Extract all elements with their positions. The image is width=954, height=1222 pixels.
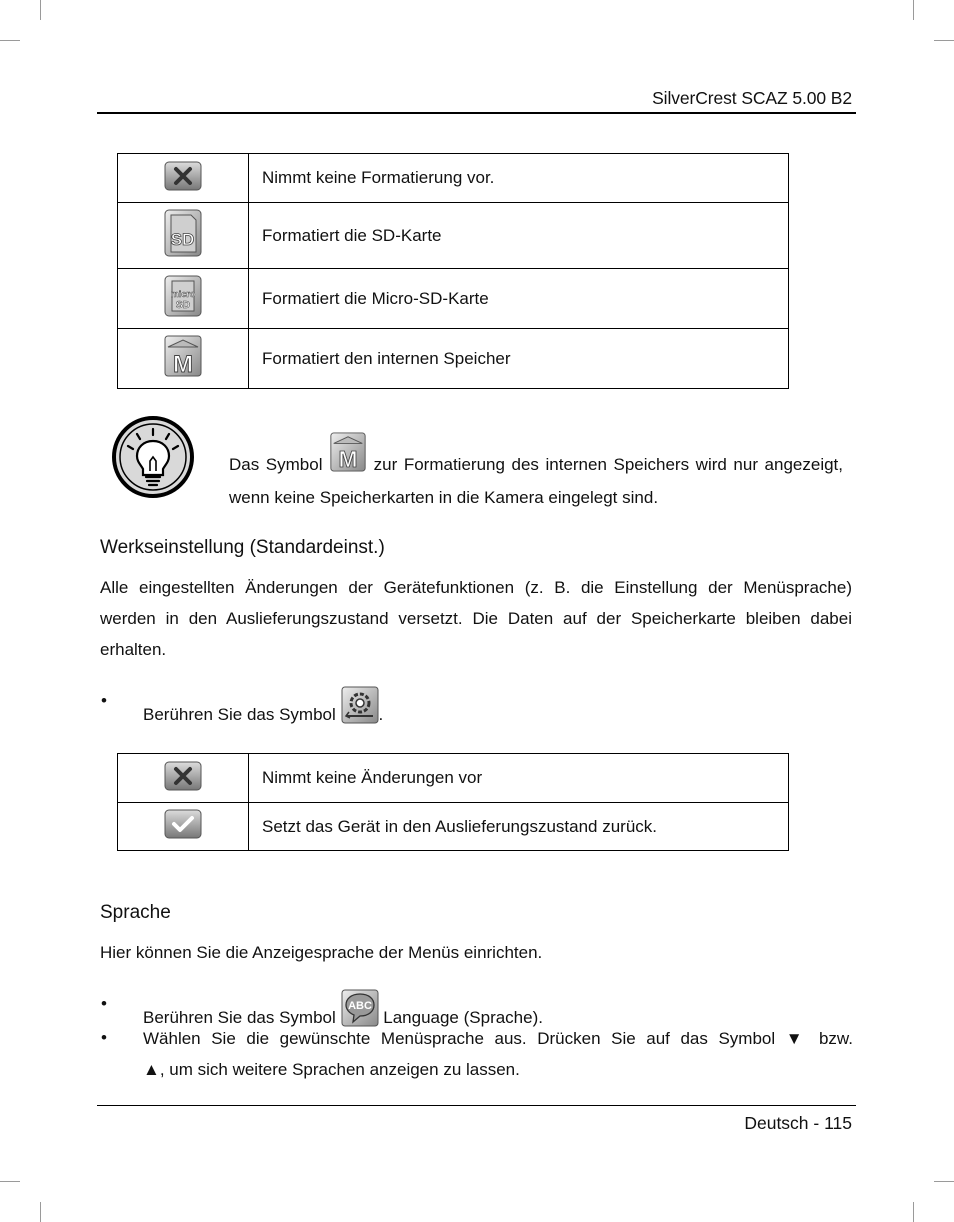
bullet-text: Berühren Sie das Symbol bbox=[143, 1008, 336, 1027]
table-row bbox=[118, 803, 789, 851]
language-bullet-2 bbox=[143, 1023, 853, 1085]
confirm-check-icon bbox=[164, 809, 202, 844]
internal-memory-icon bbox=[329, 432, 367, 482]
micro-sd-card-icon bbox=[164, 275, 202, 322]
crop-mark bbox=[913, 0, 914, 20]
table-row bbox=[118, 269, 789, 329]
crop-mark bbox=[40, 1202, 41, 1222]
icon-cell bbox=[118, 754, 249, 803]
crop-mark bbox=[0, 40, 20, 41]
bullet-text-end: Language (Sprache). bbox=[383, 1008, 543, 1027]
table-cell-text: Nimmt keine Änderungen vor bbox=[249, 754, 789, 803]
icon-cell bbox=[118, 269, 249, 329]
bullet-dot: • bbox=[101, 1028, 107, 1047]
language-paragraph: Hier können Sie die Anzeigesprache der Menüs einrichten. bbox=[100, 943, 543, 962]
factory-bullet bbox=[143, 686, 853, 734]
crop-mark bbox=[913, 1202, 914, 1222]
header-rule bbox=[97, 112, 856, 114]
svg-text:M: M bbox=[338, 446, 358, 472]
table-cell-text: Setzt das Gerät in den Auslieferungszustand zurück. bbox=[249, 803, 789, 851]
bullet-dot: • bbox=[101, 994, 107, 1013]
table-row bbox=[118, 154, 789, 203]
icon-cell bbox=[118, 329, 249, 389]
icon-cell bbox=[118, 803, 249, 851]
bullet-text-line-2: ▲, um sich weitere Sprachen anzeigen zu lassen. bbox=[143, 1060, 520, 1079]
section-heading-factory: Werkseinstellung (Standardeinst.) bbox=[100, 537, 385, 558]
svg-text:SD: SD bbox=[170, 230, 195, 249]
table-row bbox=[118, 754, 789, 803]
svg-text:micro: micro bbox=[170, 289, 196, 299]
cancel-x-icon bbox=[164, 761, 202, 796]
table-cell-text: Nimmt keine Formatierung vor. bbox=[249, 154, 789, 203]
tip-text-before: Das Symbol bbox=[229, 455, 323, 474]
bullet-text-end: . bbox=[378, 705, 384, 724]
crop-mark bbox=[0, 1181, 20, 1182]
table-cell-text: Formatiert den internen Speicher bbox=[249, 329, 789, 389]
section-heading-language: Sprache bbox=[100, 902, 171, 923]
page-number: Deutsch - 115 bbox=[744, 1113, 852, 1133]
tip-text bbox=[229, 432, 843, 513]
table-row bbox=[118, 329, 789, 389]
bullet-text-line-1: Wählen Sie die gewünschte Menüsprache aus. Drücken Sie auf das Symbol ▼ bzw. bbox=[143, 1029, 853, 1048]
bullet-text: Berühren Sie das Symbol bbox=[143, 705, 336, 724]
footer-rule bbox=[97, 1105, 856, 1106]
tip-text-after: zur Formatierung des internen Speichers wird nur angezeigt, wenn keine Speicherkarten in die Kamera eingelegt sind. bbox=[229, 455, 843, 507]
reset-settings-icon bbox=[341, 686, 379, 734]
table-cell-text: Formatiert die SD-Karte bbox=[249, 203, 789, 269]
svg-text:ABC: ABC bbox=[347, 1000, 372, 1012]
format-options-table bbox=[117, 153, 789, 389]
crop-mark bbox=[934, 40, 954, 41]
bullet-dot: • bbox=[101, 691, 107, 710]
reset-options-table bbox=[117, 753, 789, 851]
crop-mark bbox=[934, 1181, 954, 1182]
crop-mark bbox=[40, 0, 41, 20]
icon-cell bbox=[118, 203, 249, 269]
svg-text:SD: SD bbox=[176, 300, 190, 311]
internal-memory-icon bbox=[164, 335, 202, 382]
icon-cell bbox=[118, 154, 249, 203]
sd-card-icon bbox=[164, 209, 202, 262]
cancel-x-icon bbox=[164, 161, 202, 196]
page-header-title: SilverCrest SCAZ 5.00 B2 bbox=[652, 88, 852, 108]
factory-paragraph: Alle eingestellten Änderungen der Gerätefunktionen (z. B. die Einstellung der Menüsprache) werden in den Auslieferungszustand versetzt. Die Daten auf der Speicherkarte bleiben dabei erhalten. bbox=[100, 578, 852, 659]
lightbulb-icon bbox=[111, 415, 195, 499]
svg-text:M: M bbox=[173, 351, 193, 377]
table-row bbox=[118, 203, 789, 269]
table-cell-text: Formatiert die Micro-SD-Karte bbox=[249, 269, 789, 329]
